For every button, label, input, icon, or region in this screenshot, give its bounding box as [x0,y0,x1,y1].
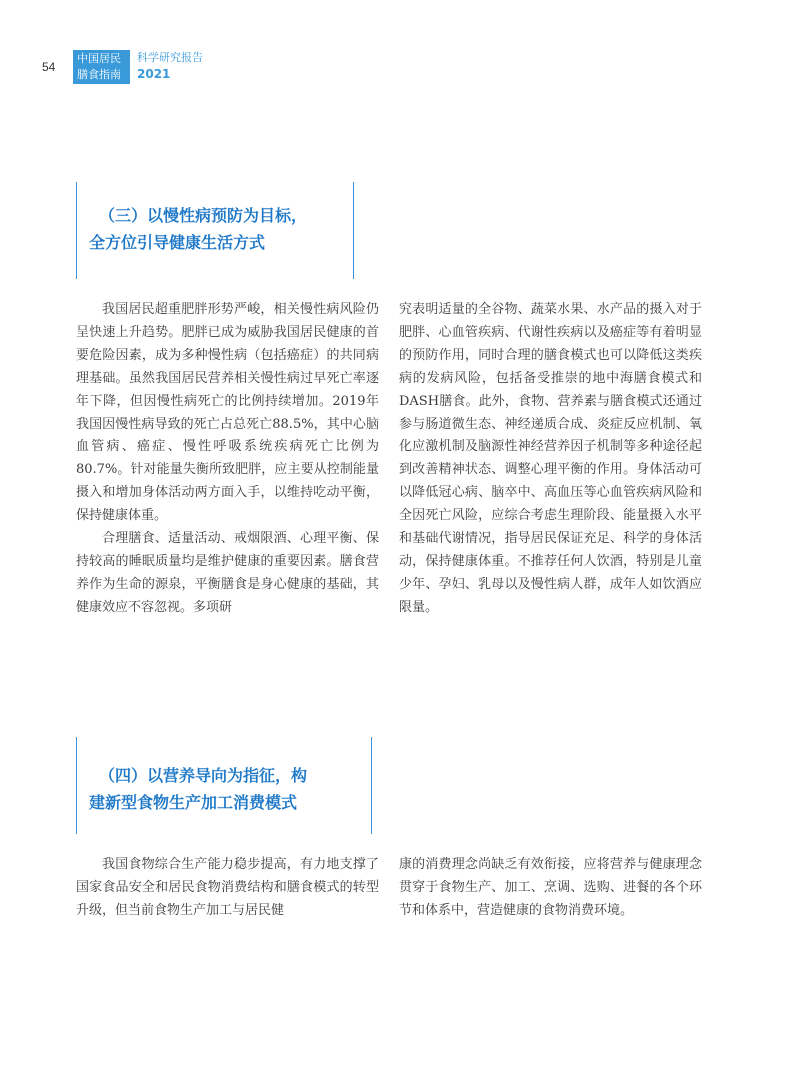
section-4-paragraph-1: 我国食物综合生产能力稳步提高，有力地支撑了国家食品安全和居民食物消费结构和膳食模式的转型升级，但当前食物生产加工与居民健 [76,857,379,918]
section-4-title-line-2: 建新型食物生产加工消费模式 [89,793,298,812]
logo-line-2: 膳食指南 [77,68,121,81]
report-label: 科学研究报告 [137,51,203,64]
section-3-heading [76,182,354,279]
section-3-left-column [76,299,379,620]
section-3-paragraph-3: 究表明适量的全谷物、蔬菜水果、水产品的摄入对于肥胖、心血管疾病、代谢性疾病以及癌症等有着明显的预防作用，同时合理的膳食模式也可以降低这类疾病的发病风险，包括备受推崇的地中海膳食模式和DASH膳食。此外，食物、营养素与膳食模式还通过参与肠道微生态、神经递质合成、炎症反应机制、氧化应激机制及脑源性神经营养因子机制等多种途径起到改善精神状态、调整心理平衡的作用。身体活动可以降低冠心病、脑卒中、高血压等心血管疾病风险和全因死亡风险，应综合考虑生理阶段、能量摄入水平和基础代谢情况，指导居民保证充足、科学的身体活动，保持健康体重。不推荐任何人饮酒，特别是儿童少年、孕妇、乳母以及慢性病人群，成年人如饮酒应限量。 [399,302,702,615]
page-number: 54 [42,60,56,74]
section-3-right-column [399,299,702,620]
report-year: 2021 [137,67,171,81]
logo-line-1: 中国居民 [77,52,121,65]
guide-logo [73,50,130,84]
section-3-paragraph-2: 合理膳食、适量活动、戒烟限酒、心理平衡、保持较高的睡眠质量均是维护健康的重要因素。膳食营养作为生命的源泉，平衡膳食是身心健康的基础，其健康效应不容忽视。多项研 [76,531,379,615]
section-4-heading [76,737,372,834]
section-4-paragraph-2: 康的消费理念尚缺乏有效衔接，应将营养与健康理念贯穿于食物生产、加工、烹调、选购、进餐的各个环节和体系中，营造健康的食物消费环境。 [399,857,702,918]
section-4-title-line-1: （四）以营养导向为指征，构 [99,766,308,785]
section-3-paragraph-1: 我国居民超重肥胖形势严峻，相关慢性病风险仍呈快速上升趋势。肥胖已成为威胁我国居民健康的首要危险因素，成为多种慢性病（包括癌症）的共同病理基础。虽然我国居民营养相关慢性病过早死亡率逐年下降，但因慢性病死亡的比例持续增加。2019年我国因慢性病导致的死亡占总死亡88.5%，其中心脑血管病、癌症、慢性呼吸系统疾病死亡比例为80.7%。针对能量失衡所致肥胖，应主要从控制能量摄入和增加身体活动两方面入手，以维持吃动平衡，保持健康体重。 [76,302,379,524]
section-3-title-line-1: （三）以慢性病预防为目标， [99,206,308,225]
report-label-block [137,50,203,82]
section-3-title-line-2: 全方位引导健康生活方式 [89,233,266,252]
section-4-right-column [399,854,702,923]
section-4-left-column [76,854,379,923]
